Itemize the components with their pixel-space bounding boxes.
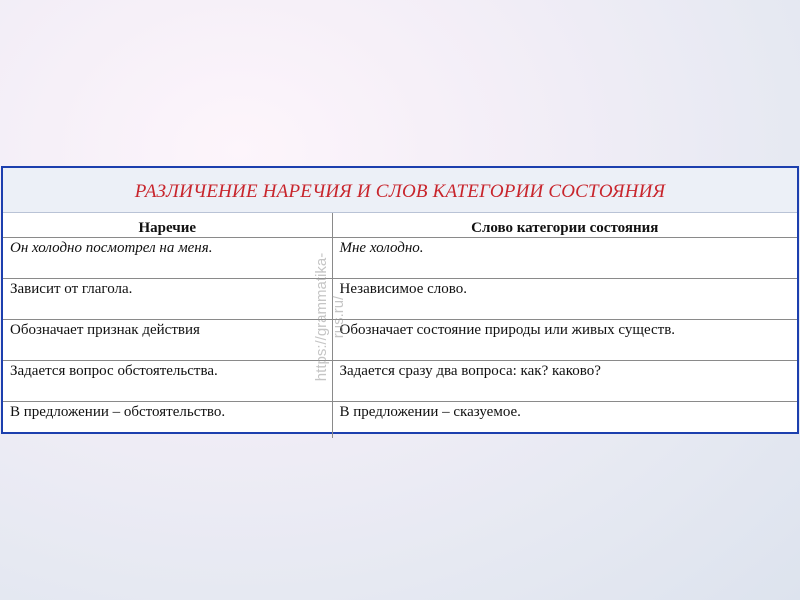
cell-adverb-dependency: Зависит от глагола.: [3, 279, 332, 320]
table-row: [3, 279, 797, 320]
cell-state-meaning: Обозначает состояние природы или живых существ.: [332, 320, 797, 361]
cell-state-example: Мне холодно.: [332, 238, 797, 279]
table-title-bar: [3, 168, 797, 213]
table-row: [3, 320, 797, 361]
table-header-row: [3, 213, 797, 238]
header-adverb: Наречие: [3, 213, 332, 238]
table-title: РАЗЛИЧЕНИЕ НАРЕЧИЯ И СЛОВ КАТЕГОРИИ СОСТОЯНИЯ: [134, 181, 666, 202]
watermark-text: https://grammatika-rus.ru/: [313, 252, 347, 382]
cell-state-question: Задается сразу два вопроса: как? каково?: [332, 361, 797, 402]
comparison-table: [3, 213, 797, 438]
cell-adverb-role: В предложении – обстоятельство.: [3, 402, 332, 439]
comparison-table-frame: [1, 166, 799, 434]
cell-adverb-question: Задается вопрос обстоятельства.: [3, 361, 332, 402]
header-state-category: Слово категории состояния: [332, 213, 797, 238]
table-row: [3, 238, 797, 279]
cell-state-dependency: Независимое слово.: [332, 279, 797, 320]
cell-adverb-example: Он холодно посмотрел на меня.: [3, 238, 332, 279]
table-row: [3, 402, 797, 439]
cell-adverb-meaning: Обозначает признак действия: [3, 320, 332, 361]
table-row: [3, 361, 797, 402]
cell-state-role: В предложении – сказуемое.: [332, 402, 797, 439]
